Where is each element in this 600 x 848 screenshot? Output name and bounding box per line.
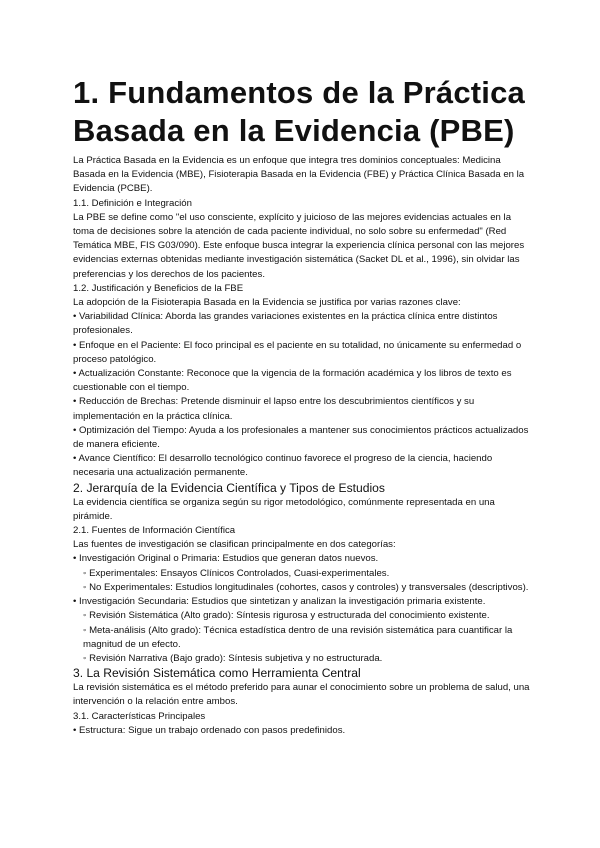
intro-paragraph: La Práctica Basada en la Evidencia es un enfoque que integra tres dominios conceptuales: Medicina Basada en la Evidencia (MBE), Fisioterapia Basada en la Evidencia (FBE) y Práctica Clínica Basada en la Evidencia (PCBE). [73, 155, 525, 195]
list-item: • Investigación Original o Primaria: Estudios que generan datos nuevos. [73, 553, 379, 565]
section-2-1-paragraph: Las fuentes de investigación se clasifican principalmente en dos categorías: [73, 539, 396, 551]
list-item: • Reducción de Brechas: Pretende disminuir el lapso entre los descubrimientos científicos y su implementación en la práctica clínica. [73, 396, 475, 422]
section-1-2-list [73, 310, 533, 480]
sub-list-item: ◦ No Experimentales: Estudios longitudinales (cohortes, casos y controles) y transversales (descriptivos). [83, 581, 529, 593]
section-1-2-paragraph: La adopción de la Fisioterapia Basada en la Evidencia se justifica por varias razones clave: [73, 297, 461, 309]
sub-list-item: ◦ Meta-análisis (Alto grado): Técnica estadística dentro de una revisión sistemática para cuantificar la magnitud de un efecto. [83, 624, 513, 650]
list-item: • Estructura: Sigue un trabajo ordenado con pasos predefinidos. [73, 724, 346, 736]
section-2-heading: 2. Jerarquía de la Evidencia Científica y Tipos de Estudios [73, 480, 385, 495]
document-page [73, 74, 533, 738]
sub-list-item: ◦ Revisión Sistemática (Alto grado): Síntesis rigurosa y estructurada del conocimiento existente. [83, 610, 490, 622]
sub-list-item: ◦ Revisión Narrativa (Bajo grado): Síntesis subjetiva y no estructurada. [83, 652, 383, 664]
section-1-2-heading: 1.2. Justificación y Beneficios de la FBE [73, 282, 244, 294]
list-item: • Variabilidad Clínica: Aborda las grandes variaciones existentes en la práctica clínica entre distintos profesionales. [73, 311, 498, 337]
list-item: • Actualización Constante: Reconoce que la vigencia de la formación académica y los libros de texto es cuestionable con el tiempo. [73, 368, 512, 394]
document-title [73, 74, 533, 150]
section-3-paragraph: La revisión sistemática es el método preferido para aunar el conocimiento sobre un problema de salud, una intervención o la relación entre ambos. [73, 682, 530, 708]
sub-list-item: ◦ Experimentales: Ensayos Clínicos Controlados, Cuasi-experimentales. [83, 567, 390, 579]
section-2-1-heading: 2.1. Fuentes de Información Científica [73, 525, 236, 537]
section-3-1-heading: 3.1. Características Principales [73, 710, 206, 722]
section-1-1-heading: 1.1. Definición e Integración [73, 197, 192, 209]
list-item: • Investigación Secundaria: Estudios que sintetizan y analizan la investigación primaria existente. [73, 596, 486, 608]
section-2-paragraph: La evidencia científica se organiza según su rigor metodológico, comúnmente representada en una pirámide. [73, 496, 495, 522]
section-1-1-paragraph: La PBE se define como "el uso consciente, explícito y juicioso de las mejores evidencias actuales en la toma de decisiones sobre la atención de cada paciente individual, no solo sobre su enfermedad" (Red Temática MBE, FIS G03/090). Este enfoque busca integrar la experiencia clínica personal con las mejores evidencias externas obtenidas mediante investigación sistemática (Sacket DL et al., 1996), sin olvidar las preferencias y los derechos de los pacientes. [73, 211, 525, 280]
section-3-heading: 3. La Revisión Sistemática como Herramienta Central [73, 666, 361, 681]
list-item: • Enfoque en el Paciente: El foco principal es el paciente en su totalidad, no únicamente su enfermedad o proceso patológico. [73, 339, 522, 365]
title-line-2: Basada en la Evidencia (PBE) [73, 113, 515, 148]
section-3-1-list [73, 724, 533, 738]
list-item: • Optimización del Tiempo: Ayuda a los profesionales a mantener sus conocimientos prácticos actualizados de manera eficiente. [73, 424, 529, 451]
section-2-1-list [73, 552, 533, 666]
title-line-1: 1. Fundamentos de la Práctica [73, 75, 526, 110]
list-item: • Avance Científico: El desarrollo tecnológico continuo favorece el progreso de la ciencia, haciendo necesaria una actualización permanente. [73, 453, 493, 479]
